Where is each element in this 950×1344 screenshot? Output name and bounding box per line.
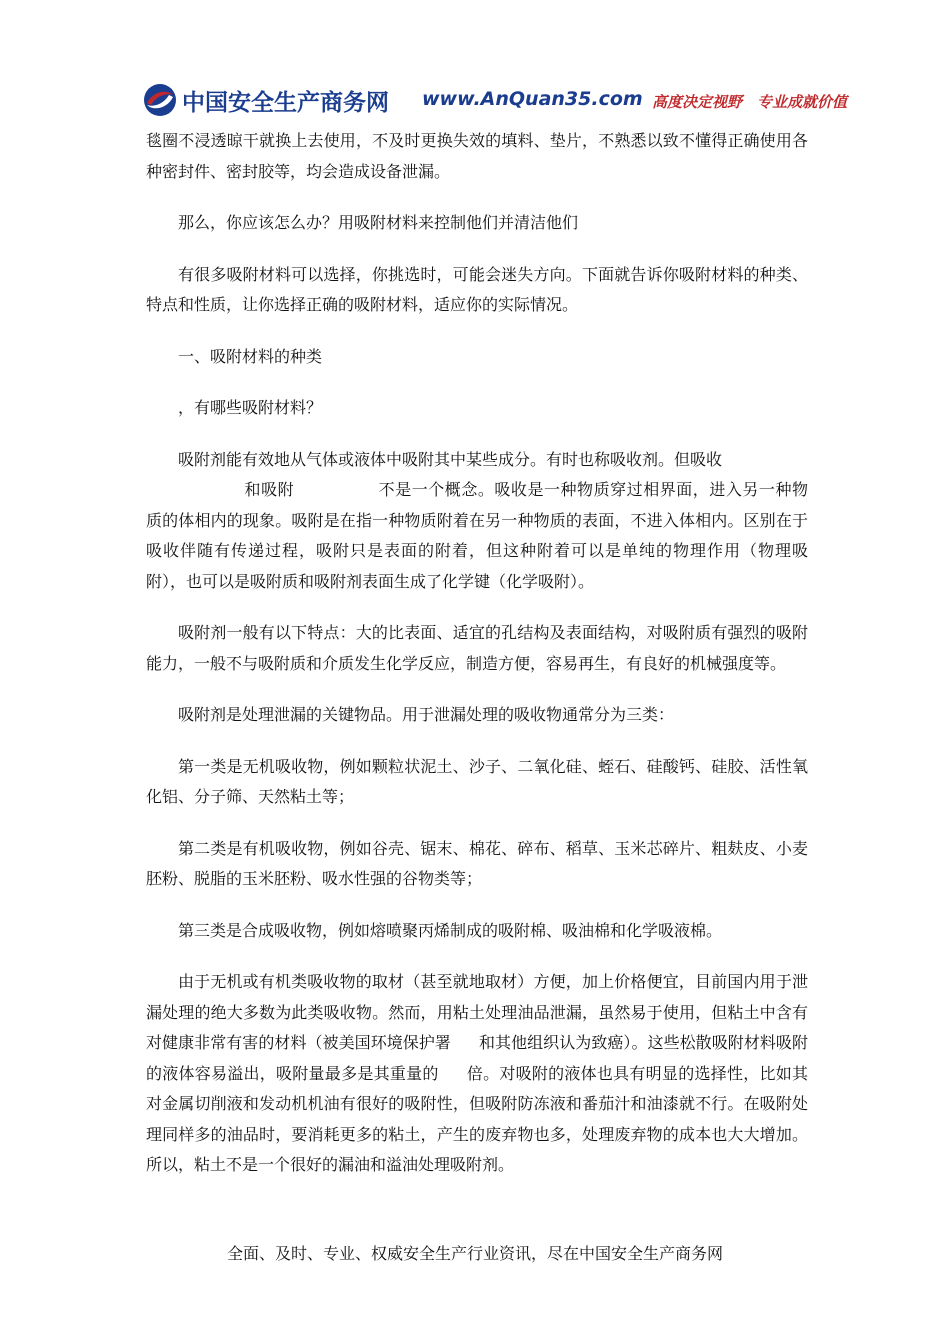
text-run: 和吸附	[244, 480, 295, 499]
page-header	[0, 0, 950, 124]
paragraph	[146, 967, 808, 1181]
paragraph: 那么，你应该怎么办？用吸附材料来控制他们并清洁他们	[178, 213, 579, 232]
paragraph: 第一类是无机吸收物，例如颗粒状泥土、沙子、二氧化硅、蛭石、硅酸钙、硅胶、活性氧化铝、分子筛、天然粘土等；	[146, 756, 808, 806]
paragraph: 吸附剂是处理泄漏的关键物品。用于泄漏处理的吸收物通常分为三类：	[178, 705, 675, 724]
sub-heading: ，有哪些吸附材料？	[178, 398, 323, 417]
paragraph: 第三类是合成吸收物，例如熔喷聚丙烯制成的吸附棉、吸油棉和化学吸液棉。	[178, 920, 723, 940]
paragraph: 有很多吸附材料可以选择，你挑选时，可能会迷失方向。下面就告诉你吸附材料的种类、特点和性质，让你选择正确的吸附材料，适应你的实际情况。	[146, 264, 808, 314]
site-url-link[interactable]: www.AnQuan35.com	[422, 88, 643, 110]
swirl-logo-icon	[143, 83, 177, 117]
article-body	[146, 126, 808, 1202]
text-run: 倍。对吸附的液体也具有明显的选择性，比如其对金属切削液和发动机机油有很好的吸附性，但吸附防冻液和番茄汁和油漆就不行。在吸附处理同样多的油品时，要消耗更多的粘土，产生的废弃物也多，处理废弃物的成本也大大增加。所以，粘土不是一个很好的漏油和溢油处理吸附剂。	[146, 1063, 808, 1174]
paragraph: 第二类是有机吸收物，例如谷壳、锯末、棉花、碎布、稻草、玉米芯碎片、粗麸皮、小麦胚粉、脱脂的玉米胚粉、吸水性强的谷物类等；	[146, 838, 808, 888]
text-run: 由于无机或有机类吸收物的取材（甚至就地取材）方便，加上价格便宜，目前国内用于泄漏处理的绝大多数为此类吸收物。然而，用粘土处理油品泄漏，虽然易于使用，但粘土中含有对健康非常有害的材料（被美国环境保护署	[146, 972, 808, 1052]
paragraph: 吸附剂一般有以下特点：大的比表面、适宜的孔结构及表面结构，对吸附质有强烈的吸附能力，一般不与吸附质和介质发生化学反应，制造方便，容易再生，有良好的机械强度等。	[146, 623, 808, 673]
text-run: 吸附剂能有效地从气体或液体中吸附其中某些成分。有时也称吸收剂。但吸收	[178, 449, 723, 469]
page-footer: 全面、及时、专业、权威安全生产行业资讯，尽在中国安全生产商务网	[226, 1244, 723, 1263]
paragraph: 毯圈不浸透晾干就换上去使用，不及时更换失效的填料、垫片，不熟悉以致不懂得正确使用各种密封件、密封胶等，均会造成设备泄漏。	[146, 131, 808, 181]
text-run: 和其他组织认为致癌）。这些松散吸附材料吸附的液体容易溢出，吸附量最多是其重量的	[146, 1033, 808, 1083]
site-name: 中国安全生产商务网	[182, 90, 389, 116]
paragraph	[146, 445, 808, 598]
text-run: 不是一个概念。吸收是一种物质穿过相界面，进入另一种物质的体相内的现象。吸附是在指一种物质附着在另一种物质的表面，不进入体相内。区别在于吸收伴随有传递过程，吸附只是表面的附着，但这种附着可以是单纯的物理作用（物理吸附），也可以是吸附质和吸附剂表面生成了化学键（化学吸附）。	[146, 480, 808, 591]
section-heading: 一、吸附材料的种类	[178, 346, 323, 366]
slogan: 高度决定视野 专业成就价值	[652, 93, 848, 111]
